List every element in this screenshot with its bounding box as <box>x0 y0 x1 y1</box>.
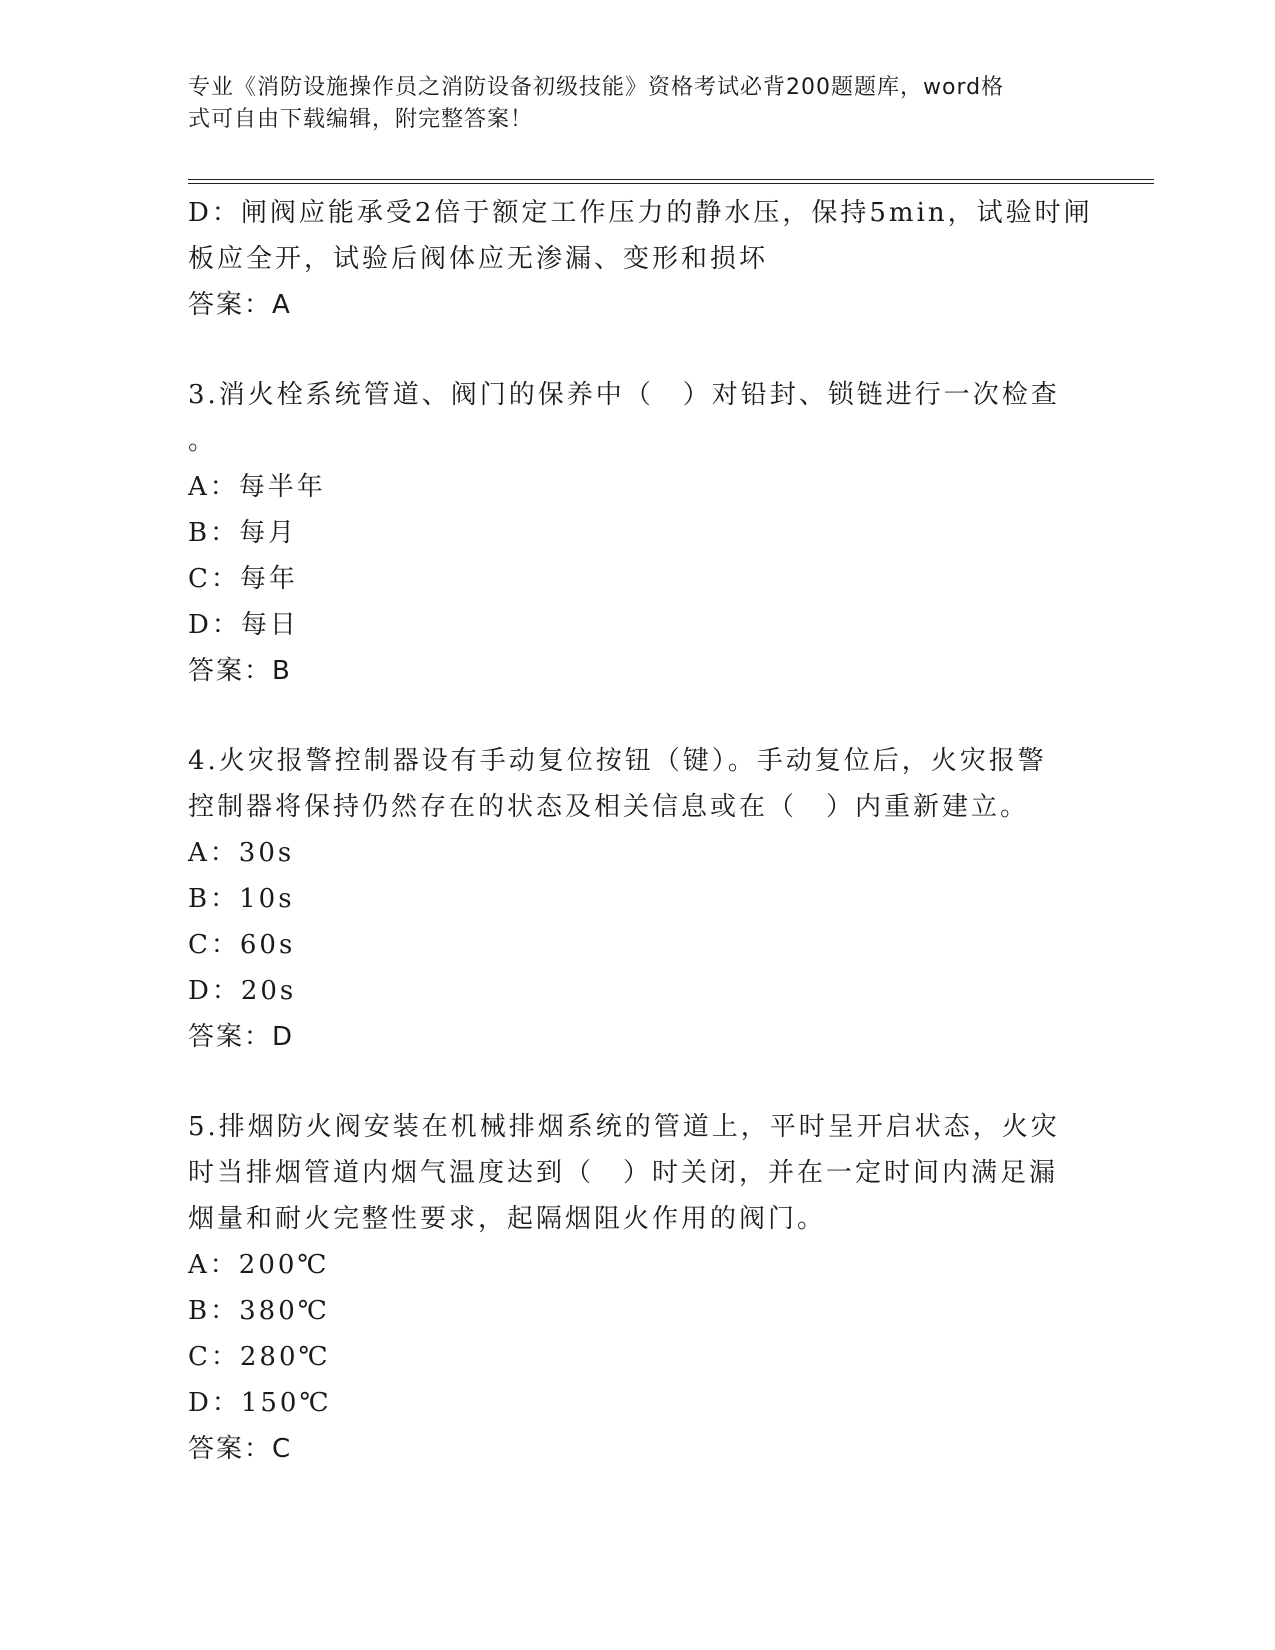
option-d: D：每日 <box>188 610 299 640</box>
question-stem-line-2: 时当排烟管道内烟气温度达到（ ）时关闭，并在一定时间内满足漏 <box>188 1158 1059 1188</box>
option-d: D：150℃ <box>188 1388 332 1418</box>
answer: 答案：B <box>188 656 292 686</box>
question-stem-line-1: 4.火灾报警控制器设有手动复位按钮（键）。手动复位后，火灾报警 <box>188 746 1047 776</box>
answer: 答案：C <box>188 1434 293 1464</box>
document-header <box>188 72 1068 136</box>
spacer <box>188 328 1088 372</box>
question-5 <box>188 1104 1088 1472</box>
header-divider-bottom <box>188 183 1154 184</box>
question-2 <box>188 190 1093 328</box>
question-stem-line-1: 3.消火栓系统管道、阀门的保养中（ ）对铅封、锁链进行一次检查 <box>188 380 1060 410</box>
option-b: B：每月 <box>188 518 298 548</box>
question-stem-line-2: 控制器将保持仍然存在的状态及相关信息或在（ ）内重新建立。 <box>188 792 1030 822</box>
question-content <box>188 190 1093 1472</box>
option-a: A：每半年 <box>188 472 326 502</box>
question-stem-line-2: 。 <box>188 426 218 456</box>
option-c: C：280℃ <box>188 1342 331 1372</box>
option-d: D：20s <box>188 976 297 1006</box>
answer: 答案：D <box>188 1022 295 1052</box>
option-a: A：200℃ <box>188 1250 330 1280</box>
spacer <box>188 694 1088 738</box>
spacer <box>188 1060 1088 1104</box>
header-line-1: 专业《消防设施操作员之消防设备初级技能》资格考试必背200题题库，word格 <box>188 75 1005 100</box>
answer: 答案：A <box>188 290 292 320</box>
option-c: C：60s <box>188 930 296 960</box>
question-3 <box>188 372 1088 694</box>
option-a: A：30s <box>188 838 295 868</box>
question-stem-line-3: 烟量和耐火完整性要求，起隔烟阻火作用的阀门。 <box>188 1204 827 1234</box>
question-stem-line-1: 5.排烟防火阀安装在机械排烟系统的管道上，平时呈开启状态，火灾 <box>188 1112 1060 1142</box>
header-line-2: 式可自由下载编辑，附完整答案！ <box>188 107 534 132</box>
option-b: B：10s <box>188 884 295 914</box>
question-4 <box>188 738 1088 1060</box>
option-d-line-2: 板应全开，试验后阀体应无渗漏、变形和损坏 <box>188 244 769 274</box>
option-d-line-1: D：闸阀应能承受2倍于额定工作压力的静水压，保持5min，试验时闸 <box>188 198 1093 228</box>
option-c: C：每年 <box>188 564 298 594</box>
option-b: B：380℃ <box>188 1296 330 1326</box>
header-divider-top <box>188 179 1154 180</box>
